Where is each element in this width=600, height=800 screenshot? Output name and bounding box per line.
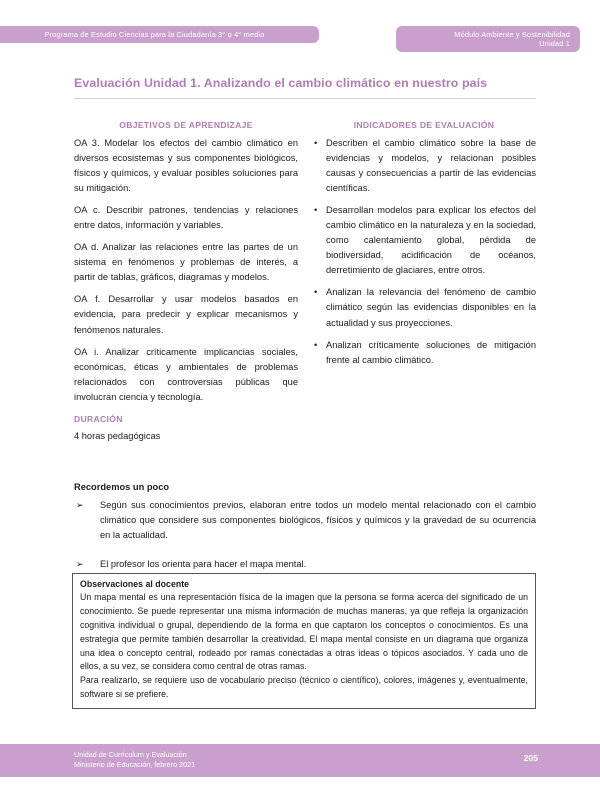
- bullet-icon: •: [314, 287, 318, 298]
- recall-item-text: Según sus conocimientos previos, elaboran entre todos un modelo mental relacionado con el cambio climático que considere sus componentes biológicos, físicos y químicos y la gravedad de su ocurrencia en la actualidad.: [100, 500, 536, 541]
- teacher-notes-paragraph: Un mapa mental es una representación física de la imagen que la persona se forma acerca del significado de un conocimiento. Se puede representar una misma información de muchas maneras, ya que refleja la organización cognitiva individual o grupal, dependiendo de la forma en que captaron los conceptos o conocimientos. Es una estrategia que permite también desarrollar la creatividad. El mapa mental consiste en un diagrama que organiza una idea o concepto central, rodeado por ramas conectadas a otras ideas o tópicos asociados. Y cada uno de ellos, a su vez, se considera como central de otras ramas.: [80, 592, 528, 672]
- page-number: 205: [523, 753, 538, 763]
- duration-value: 4 horas pedagógicas: [74, 431, 161, 441]
- arrow-bullet-icon: ➢: [76, 559, 84, 570]
- objective-item: OA 3. Modelar los efectos del cambio climático en diversos ecosistemas y sus componentes biológicos, físicos y químicos, y evaluar posibles soluciones para su mitigación.: [74, 138, 298, 194]
- objectives-column: [74, 120, 298, 405]
- objective-item: OA f. Desarrollar y usar modelos basados en evidencia, para predecir y explicar mecanismos y fenómenos naturales.: [74, 294, 298, 335]
- indicators-list: [312, 136, 536, 368]
- indicator-item: [312, 338, 536, 368]
- indicators-column: [312, 120, 536, 405]
- indicator-text: Analizan críticamente soluciones de mitigación frente al cambio climático.: [326, 339, 536, 365]
- indicator-item: [312, 203, 536, 278]
- footer-line-1: Unidad de Currículum y Evaluación: [74, 750, 187, 759]
- arrow-bullet-icon: ➢: [76, 500, 84, 510]
- bullet-icon: •: [314, 339, 318, 350]
- page-title: Evaluación Unidad 1. Analizando el cambio climático en nuestro país: [74, 76, 488, 90]
- indicator-text: Describen el cambio climático sobre la base de evidencias y modelos, y relacionan posibles causas y consecuencias a partir de las evidencias científicas.: [326, 138, 536, 194]
- objective-item: OA i. Analizar críticamente implicancias sociales, económicas, éticas y ambientales de problemas relacionados con controversias públicas que involucran ciencia y tecnología.: [74, 346, 298, 402]
- recall-list: [74, 498, 536, 572]
- footer-attribution: [74, 750, 195, 771]
- indicator-text: Analizan la relevancia del fenómeno de cambio climático según las evidencias disponibles en la actualidad y sus proyecciones.: [326, 287, 536, 328]
- module-badge-line2: Unidad 1: [539, 39, 570, 48]
- indicators-heading: INDICADORES DE EVALUACIÓN: [353, 120, 495, 130]
- bullet-icon: •: [314, 205, 318, 216]
- duration-heading: DURACIÓN: [74, 414, 123, 424]
- objective-item: OA c. Describir patrones, tendencias y relaciones entre datos, información y variables.: [74, 205, 298, 231]
- bullet-icon: •: [314, 138, 318, 148]
- recall-heading: Recordemos un poco: [74, 482, 170, 492]
- indicator-text: Desarrollan modelos para explicar los efectos del cambio climático en la naturaleza y en la sociedad, como calentamiento global, pérdida de biodiversidad, acidificación de océanos, derretimiento de glaciares, entre otros.: [326, 205, 536, 276]
- program-badge-label: Programa de Estudio Ciencias para la Ciudadanía 3° o 4° medio: [44, 30, 265, 39]
- objectives-heading: OBJETIVOS DE APRENDIZAJE: [119, 120, 253, 130]
- recall-item: [74, 557, 536, 572]
- title-divider: [74, 98, 536, 99]
- objectives-indicators-section: [74, 120, 536, 405]
- recall-item-text: El profesor los orienta para hacer el mapa mental.: [100, 559, 307, 570]
- teacher-notes-title: Observaciones al docente: [80, 579, 190, 589]
- objective-item: OA d. Analizar las relaciones entre las partes de un sistema en fenómenos y problemas de interés, a partir de tablas, gráficos, diagramas y modelos.: [74, 242, 298, 283]
- indicator-item: [312, 285, 536, 330]
- indicator-item: [312, 136, 536, 196]
- recall-item: [74, 498, 536, 543]
- teacher-notes-paragraph: Para realizarlo, se requiere uso de vocabulario preciso (técnico o científico), colores, imágenes y, eventualmente, software si se prefiere.: [80, 675, 528, 700]
- teacher-notes-box: [72, 573, 536, 709]
- page-header: [0, 26, 600, 52]
- footer-line-2: Ministerio de Educación, febrero 2021: [74, 760, 196, 770]
- module-badge: [396, 26, 580, 52]
- program-badge: [0, 26, 319, 43]
- module-badge-line1: Módulo Ambiente y Sostenibilidad: [454, 29, 570, 39]
